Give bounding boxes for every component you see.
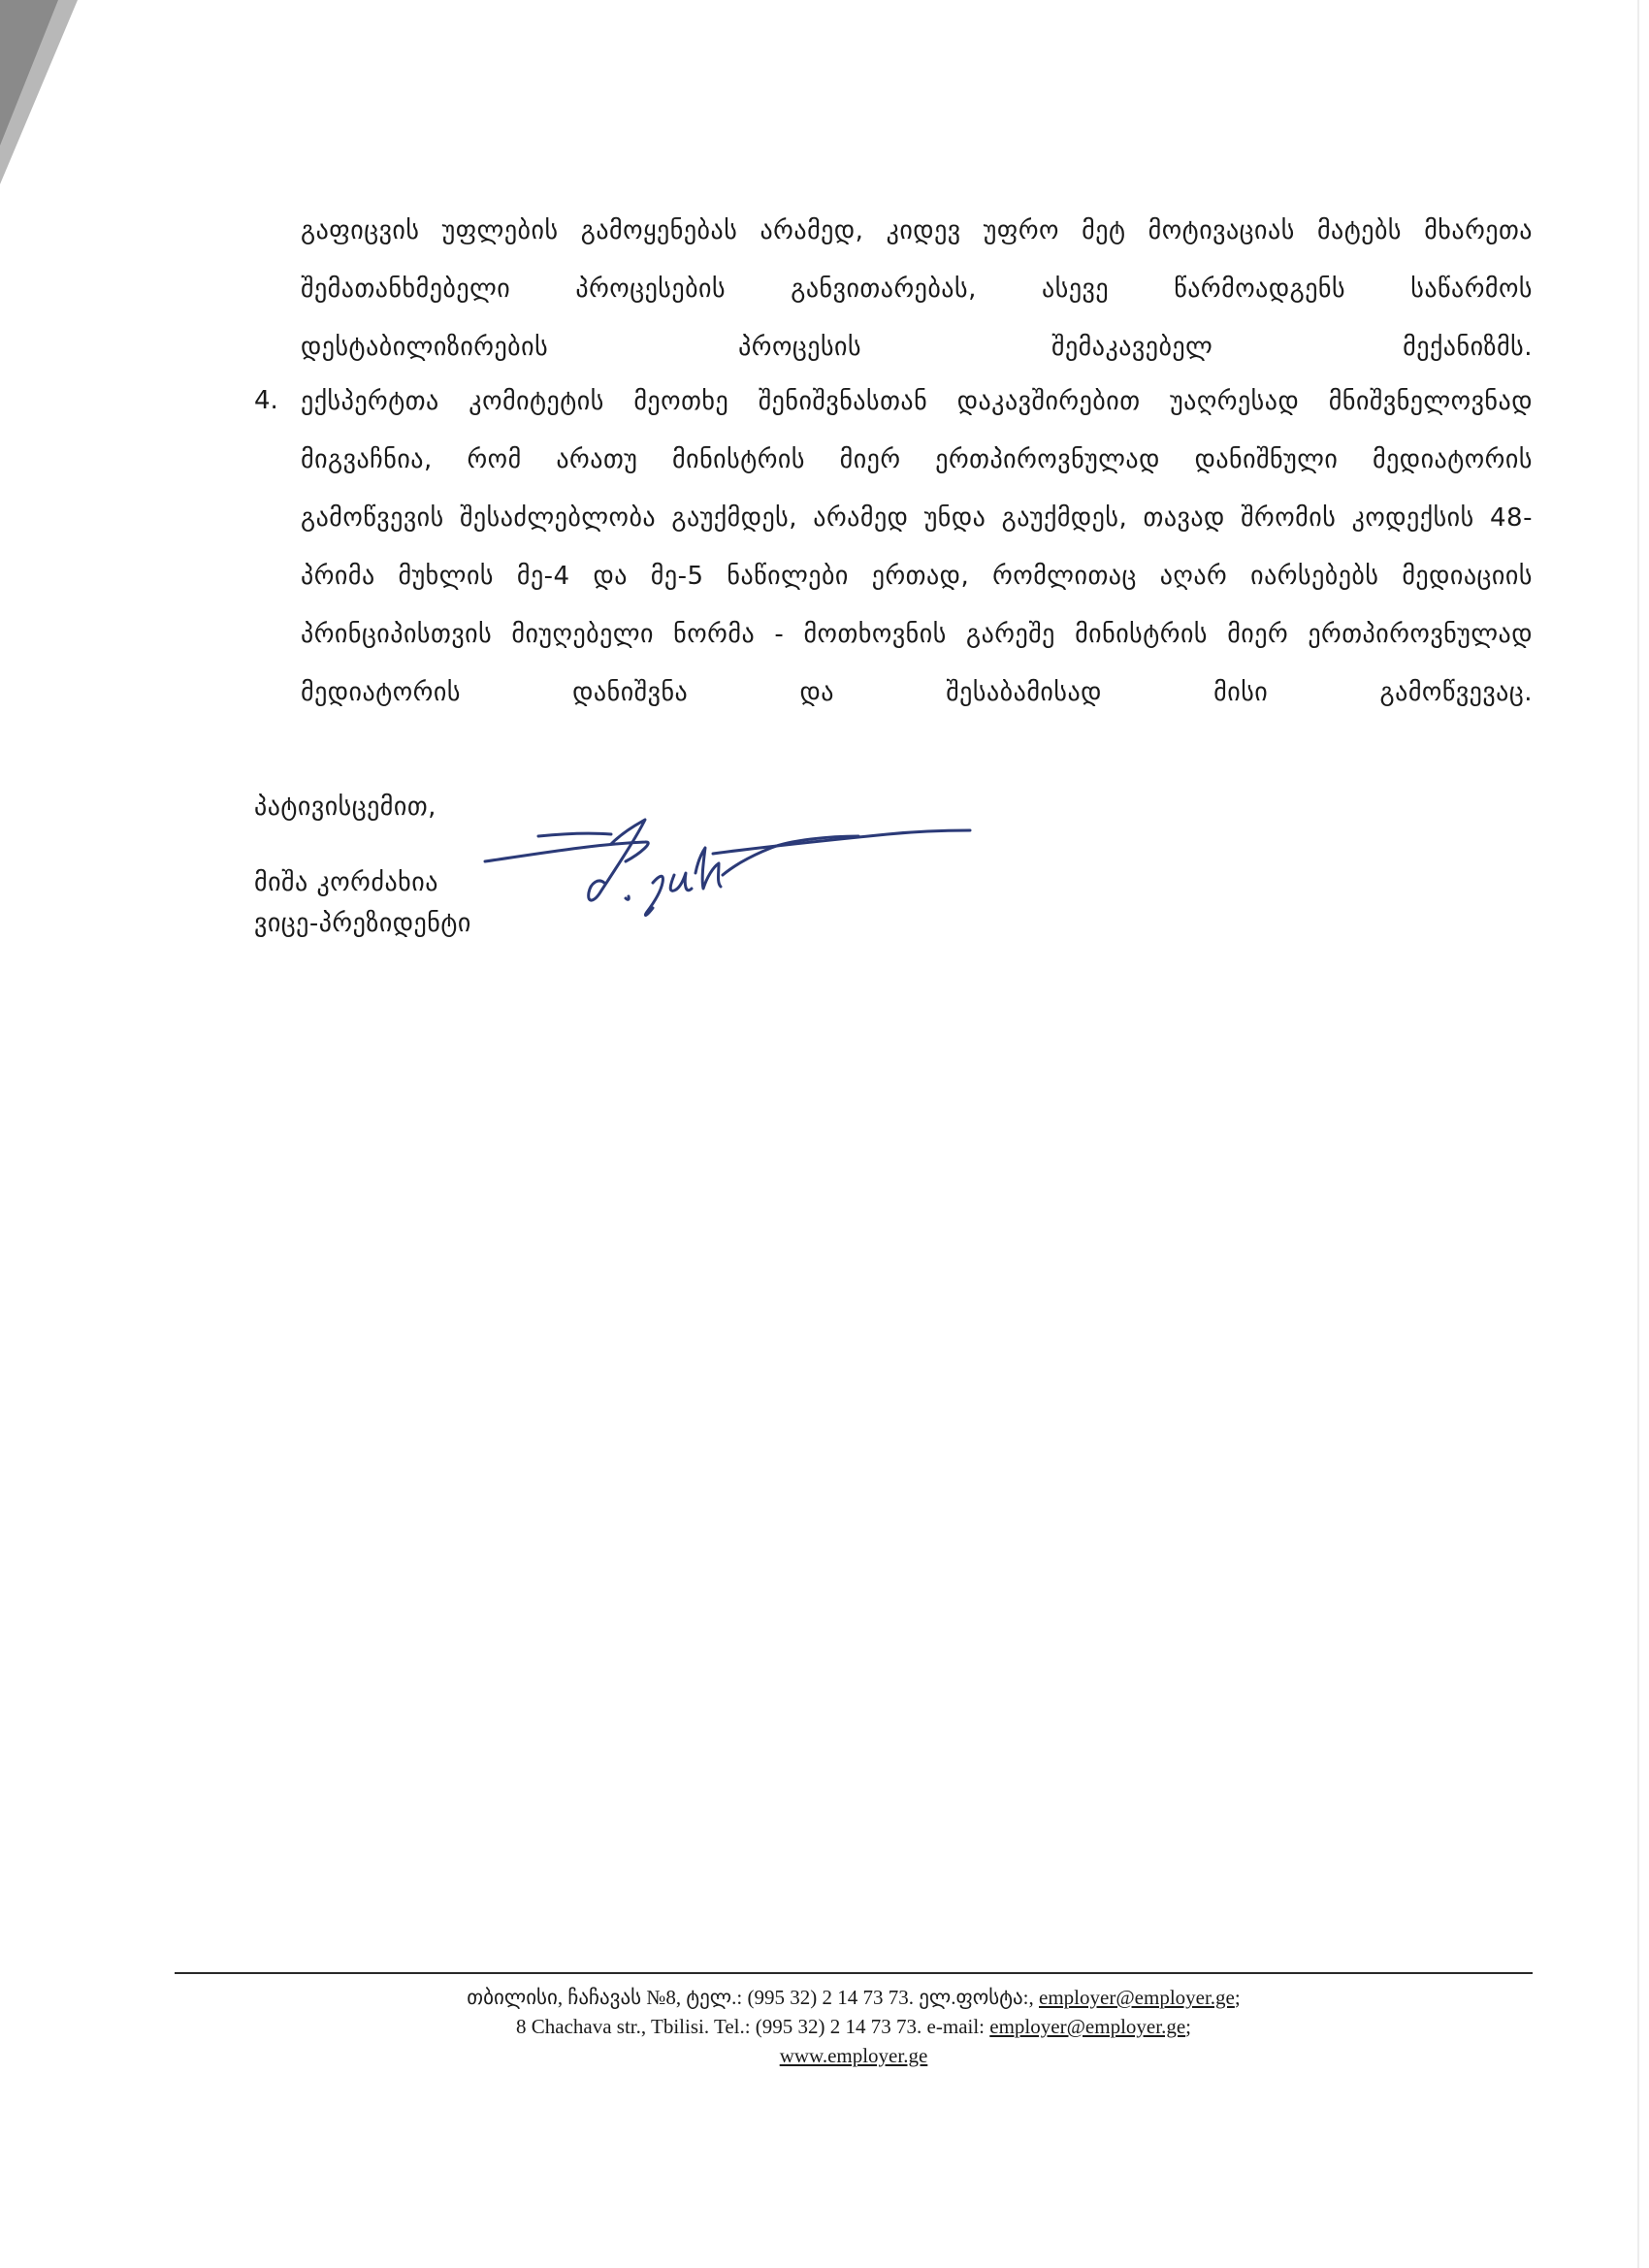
word: განვითარებას, (791, 275, 977, 304)
word: მედიატორის (1373, 445, 1533, 474)
word: პრიმა (301, 562, 375, 591)
paragraph-line (301, 202, 1533, 260)
word: გაუქმდეს, (1001, 503, 1128, 533)
word: მეოთხე (633, 387, 729, 416)
paragraph-line (301, 605, 1533, 664)
word: უნდა (923, 503, 986, 533)
word: გამოწვევის (301, 503, 444, 533)
word: არამედ, (760, 216, 864, 245)
word: წარმოადგენს (1174, 275, 1346, 304)
word: ნორმა (673, 620, 756, 649)
paragraph-line: დესტაბილიზირების პროცესის შემაკავებელ მექანიზმს. (301, 333, 1533, 362)
word: პროცესების (575, 275, 727, 304)
word: უფლების (441, 216, 559, 245)
word: დაკავშირებით (956, 387, 1141, 416)
word: კიდევ (886, 216, 961, 245)
word: მეტ (1082, 216, 1126, 245)
footer-website-line (175, 2041, 1533, 2070)
word: მინისტრის (1075, 620, 1208, 649)
list-item-4-text (301, 373, 1533, 722)
word: მიუღებელი (511, 620, 654, 649)
word: და (593, 562, 628, 591)
word: მუხლის (398, 562, 494, 591)
word: გაფიცვის (301, 216, 420, 245)
paragraph-line (301, 260, 1533, 318)
word: ერთად, (871, 562, 970, 591)
paragraph-line (301, 431, 1533, 489)
word: უაღრესად (1170, 387, 1300, 416)
paragraph-continuation (301, 202, 1533, 376)
word: რომლითაც (992, 562, 1137, 591)
footer-email-link-english[interactable]: employer@employer.ge (989, 2015, 1186, 2038)
footer-line-georgian (175, 1983, 1533, 2012)
word: ერთპიროვნულად (935, 445, 1160, 474)
word: მატებს (1316, 216, 1403, 245)
footer-punctuation: ; (1234, 1986, 1241, 2009)
word: არამედ (813, 503, 909, 533)
word: მიგვაჩნია, (301, 445, 433, 474)
word: საწარმოს (1410, 275, 1533, 304)
paragraph-line (301, 547, 1533, 605)
scan-fold-shadow (0, 0, 78, 184)
footer-line-english (175, 2012, 1533, 2041)
word: მე-4 (516, 562, 570, 591)
word: 48- (1489, 503, 1533, 533)
scan-edge-line (1637, 0, 1639, 2268)
closing-salutation: პატივისცემით, (254, 793, 436, 822)
word: მნიშვნელოვნად (1328, 387, 1533, 416)
signatory-title: ვიცე-პრეზიდენტი (254, 909, 471, 938)
word: შენიშვნასთან (758, 387, 928, 416)
word: არათუ (556, 445, 638, 474)
word: ერთპიროვნულად (1308, 620, 1533, 649)
paragraph-line (301, 373, 1533, 431)
paragraph-line: მედიატორის დანიშვნა და შესაბამისად მისი გამოწვევაც. (301, 678, 1533, 707)
word: მედიაციის (1402, 562, 1533, 591)
word: ნაწილები (727, 562, 849, 591)
word: ექსპერტთა (301, 387, 439, 416)
word: მიერ (1227, 620, 1289, 649)
signatory-name: მიშა კორძახია (254, 868, 438, 897)
word: შემათანხმებელი (301, 275, 511, 304)
word: მიერ (839, 445, 901, 474)
word: მოტივაციას (1148, 216, 1295, 245)
word: შესაძლებლობა (459, 503, 657, 533)
word: დანიშნული (1194, 445, 1339, 474)
footer-address-english: 8 Chachava str., Tbilisi. Tel.: (995 32) 2 14 73 73. e-mail: (516, 2015, 990, 2038)
footer-email-link-georgian[interactable]: employer@employer.ge (1039, 1986, 1235, 2009)
word: მხარეთა (1424, 216, 1533, 245)
footer-punctuation: ; (1185, 2015, 1191, 2038)
word: კოდექსის (1351, 503, 1474, 533)
word: უფრო (983, 216, 1059, 245)
word: აღარ (1159, 562, 1228, 591)
word: გამოყენებას (580, 216, 738, 245)
list-item-number: 4. (254, 386, 278, 415)
word: მე-5 (650, 562, 704, 591)
word: იარსებებს (1250, 562, 1379, 591)
word: შრომის (1241, 503, 1337, 533)
word: გაუქმდეს, (671, 503, 798, 533)
footer-address-georgian: თბილისი, ჩაჩავას №8, ტელ.: (995 32) 2 14 73 73. ელ.ფოსტა:, (467, 1986, 1040, 2009)
word: მოთხოვნის (803, 620, 947, 649)
paragraph-line (301, 489, 1533, 547)
handwritten-signature (480, 815, 975, 941)
word: თავად (1143, 503, 1225, 533)
word: ასევე (1042, 275, 1110, 304)
footer-website-link[interactable]: www.employer.ge (779, 2044, 928, 2067)
word: რომ (467, 445, 522, 474)
footer-divider (175, 1972, 1533, 1974)
word: - (774, 620, 785, 649)
word: პრინციპისთვის (301, 620, 493, 649)
word: მინისტრის (672, 445, 805, 474)
word: კომიტეტის (469, 387, 604, 416)
word: გარეშე (966, 620, 1055, 649)
